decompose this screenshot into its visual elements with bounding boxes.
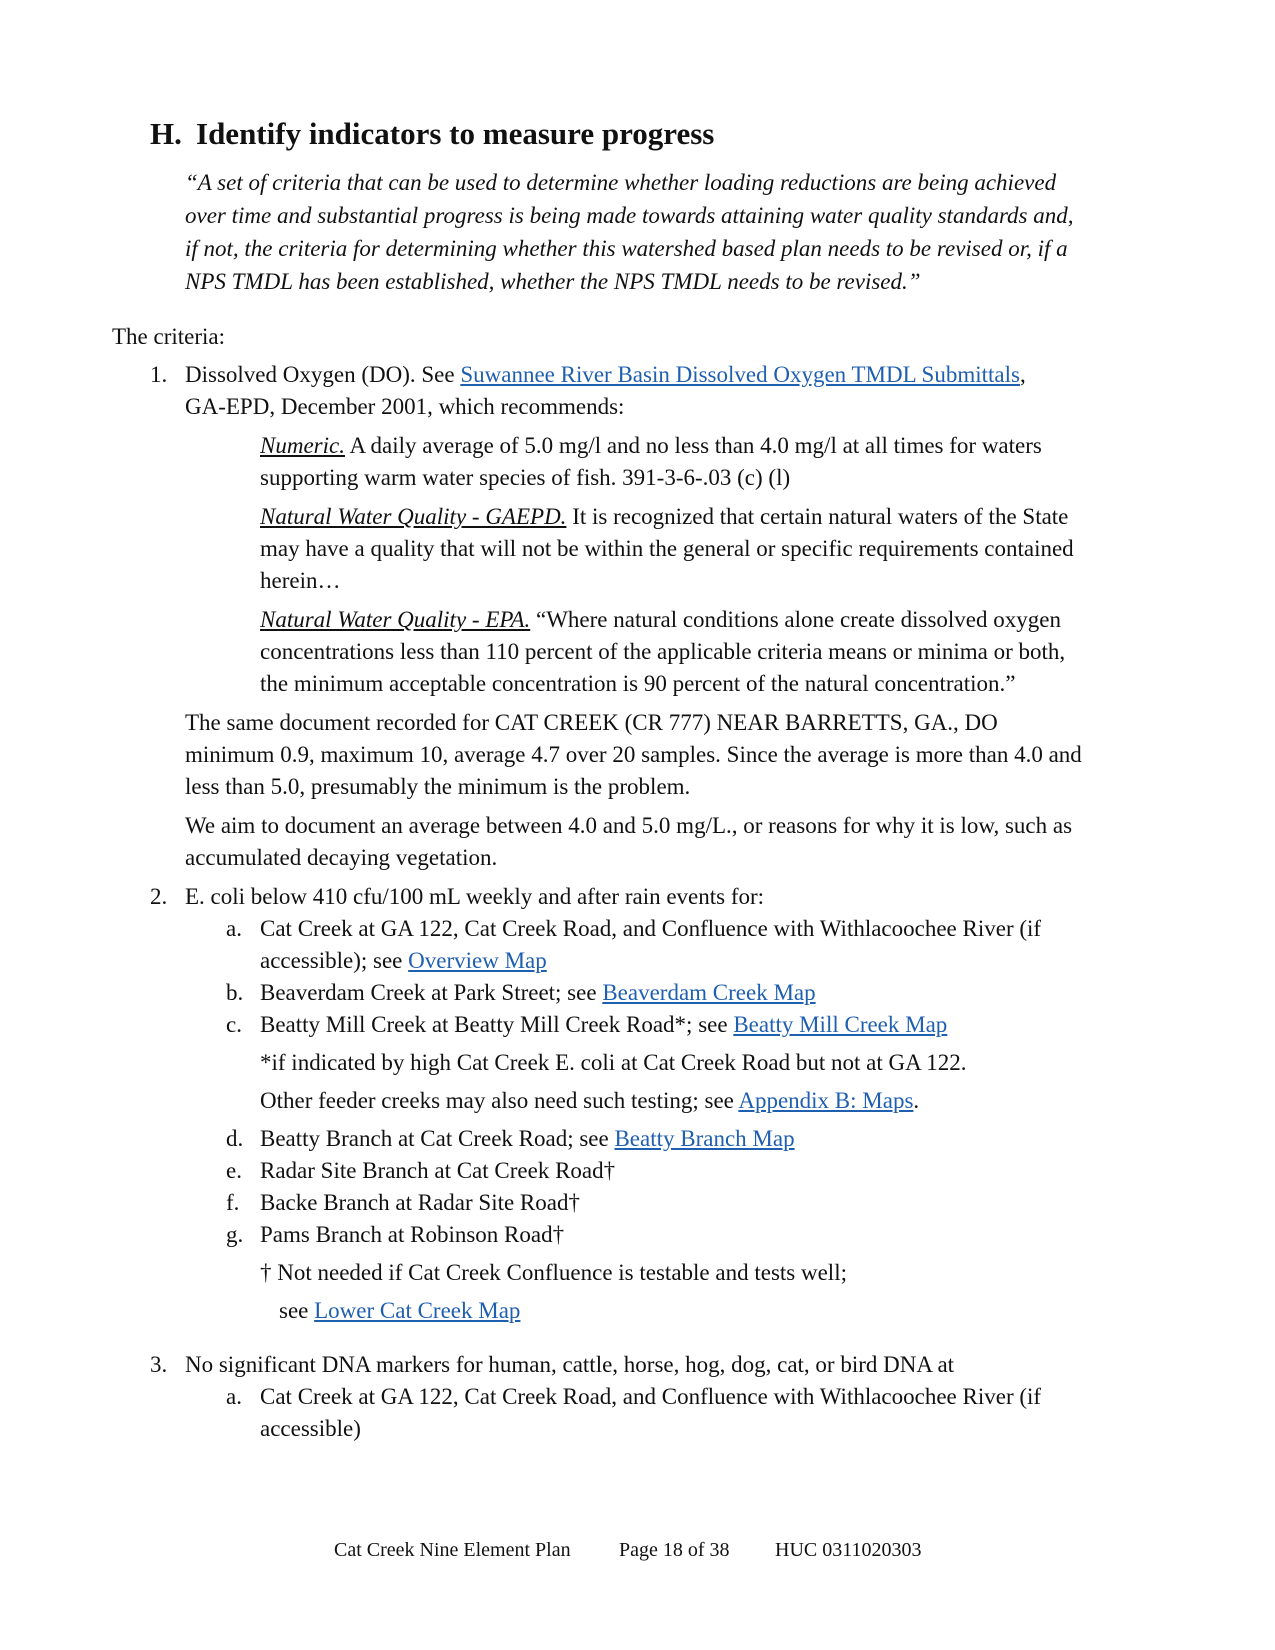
footer-title: Cat Creek Nine Element Plan xyxy=(334,1539,571,1561)
overview-map-link[interactable]: Overview Map xyxy=(408,948,547,973)
sublist-letter: f. xyxy=(226,1190,240,1215)
gaepd-paragraph xyxy=(260,502,1068,532)
epa-title: Natural Water Quality - EPA. xyxy=(260,607,531,632)
sublist-item-text: accessible) xyxy=(260,1416,361,1441)
sublist-item-text xyxy=(260,1124,795,1154)
text-run: see xyxy=(279,1298,315,1323)
note-line xyxy=(260,1086,919,1116)
list-number: 1. xyxy=(150,362,168,387)
tmdl-submittals-link[interactable]: Suwannee River Basin Dissolved Oxygen TMDL Submittals xyxy=(460,362,1020,387)
lower-cat-creek-map-link[interactable]: Lower Cat Creek Map xyxy=(314,1298,521,1323)
gaepd-title: Natural Water Quality - GAEPD. xyxy=(260,504,567,529)
criteria-label: The criteria: xyxy=(112,324,226,349)
list-item-text: GA-EPD, December 2001, which recommends: xyxy=(185,394,625,419)
text-run: A daily average of 5.0 mg/l and no less than 4.0 mg/l at all times for waters xyxy=(344,433,1042,458)
paragraph-line: We aim to document an average between 4.0 and 5.0 mg/L., or reasons for why it is low, such as xyxy=(185,813,1073,838)
section-heading xyxy=(150,116,714,152)
sublist-item-text: Pams Branch at Robinson Road† xyxy=(260,1222,565,1247)
paragraph-line: The same document recorded for CAT CREEK (CR 777) NEAR BARRETTS, GA., DO xyxy=(185,710,998,735)
note-line: *if indicated by high Cat Creek E. coli at Cat Creek Road but not at GA 122. xyxy=(260,1050,967,1075)
paragraph-line: accumulated decaying vegetation. xyxy=(185,845,498,870)
text-run: . xyxy=(913,1088,920,1113)
sublist-item-text: Cat Creek at GA 122, Cat Creek Road, and Confluence with Withlacoochee River (if xyxy=(260,1384,1042,1409)
sublist-letter: b. xyxy=(226,980,244,1005)
list-number: 2. xyxy=(150,884,168,909)
text-run: Dissolved Oxygen (DO). See xyxy=(185,362,461,387)
numeric-paragraph xyxy=(260,431,1042,461)
text-run: , xyxy=(1019,362,1026,387)
sublist-letter: a. xyxy=(226,1384,242,1409)
paragraph-line: herein… xyxy=(260,568,341,593)
sublist-letter: c. xyxy=(226,1012,242,1037)
paragraph-line: less than 5.0, presumably the minimum is the problem. xyxy=(185,774,691,799)
paragraph-line: the minimum acceptable concentration is 90 percent of the natural concentration.” xyxy=(260,671,1016,696)
note-line xyxy=(279,1296,520,1326)
text-run: It is recognized that certain natural waters of the State xyxy=(566,504,1069,529)
epa-paragraph xyxy=(260,605,1061,635)
sublist-letter: a. xyxy=(226,916,242,941)
sublist-item-text: Radar Site Branch at Cat Creek Road† xyxy=(260,1158,616,1183)
text-run: Beatty Branch at Cat Creek Road; see xyxy=(260,1126,615,1151)
sublist-letter: g. xyxy=(226,1222,244,1247)
quote-line: if not, the criteria for determining whether this watershed based plan needs to be revised or, if a xyxy=(185,236,1068,261)
sublist-item-text xyxy=(260,1010,947,1040)
text-run: “Where natural conditions alone create dissolved oxygen xyxy=(530,607,1061,632)
sublist-letter: e. xyxy=(226,1158,242,1183)
quote-line: NPS TMDL has been established, whether the NPS TMDL needs to be revised.” xyxy=(185,269,921,294)
beaverdam-creek-map-link[interactable]: Beaverdam Creek Map xyxy=(602,980,816,1005)
list-item-text: E. coli below 410 cfu/100 mL weekly and after rain events for: xyxy=(185,884,765,909)
footer-page-number: Page 18 of 38 xyxy=(619,1539,730,1561)
sublist-item-text: Backe Branch at Radar Site Road† xyxy=(260,1190,580,1215)
text-run: Beaverdam Creek at Park Street; see xyxy=(260,980,603,1005)
beatty-mill-creek-map-link[interactable]: Beatty Mill Creek Map xyxy=(733,1012,948,1037)
section-title: Identify indicators to measure progress xyxy=(196,116,715,151)
quote-line: over time and substantial progress is being made towards attaining water quality standards and, xyxy=(185,203,1074,228)
section-letter: H. xyxy=(150,116,182,151)
paragraph-line: concentrations less than 110 percent of the applicable criteria means or minima or both, xyxy=(260,639,1066,664)
text-run: Other feeder creeks may also need such testing; see xyxy=(260,1088,739,1113)
list-number: 3. xyxy=(150,1352,168,1377)
appendix-b-maps-link[interactable]: Appendix B: Maps xyxy=(738,1088,914,1113)
footer-huc: HUC 0311020303 xyxy=(775,1539,922,1561)
sublist-item-text xyxy=(260,946,547,976)
list-item-text: No significant DNA markers for human, cattle, horse, hog, dog, cat, or bird DNA at xyxy=(185,1352,955,1377)
paragraph-line: supporting warm water species of fish. 391-3-6-.03 (c) (l) xyxy=(260,465,791,490)
sublist-item-text: Cat Creek at GA 122, Cat Creek Road, and Confluence with Withlacoochee River (if xyxy=(260,916,1042,941)
numeric-title: Numeric. xyxy=(260,433,345,458)
text-run: Beatty Mill Creek at Beatty Mill Creek Road*; see xyxy=(260,1012,734,1037)
sublist-letter: d. xyxy=(226,1126,244,1151)
quote-line: “A set of criteria that can be used to determine whether loading reductions are being achieved xyxy=(185,170,1057,195)
beatty-branch-map-link[interactable]: Beatty Branch Map xyxy=(614,1126,795,1151)
list-item-text xyxy=(185,360,1026,390)
text-run: accessible); see xyxy=(260,948,409,973)
sublist-item-text xyxy=(260,978,816,1008)
paragraph-line: may have a quality that will not be within the general or specific requirements contained xyxy=(260,536,1074,561)
note-line: † Not needed if Cat Creek Confluence is testable and tests well; xyxy=(260,1260,847,1285)
paragraph-line: minimum 0.9, maximum 10, average 4.7 over 20 samples. Since the average is more than 4.0 and xyxy=(185,742,1082,767)
